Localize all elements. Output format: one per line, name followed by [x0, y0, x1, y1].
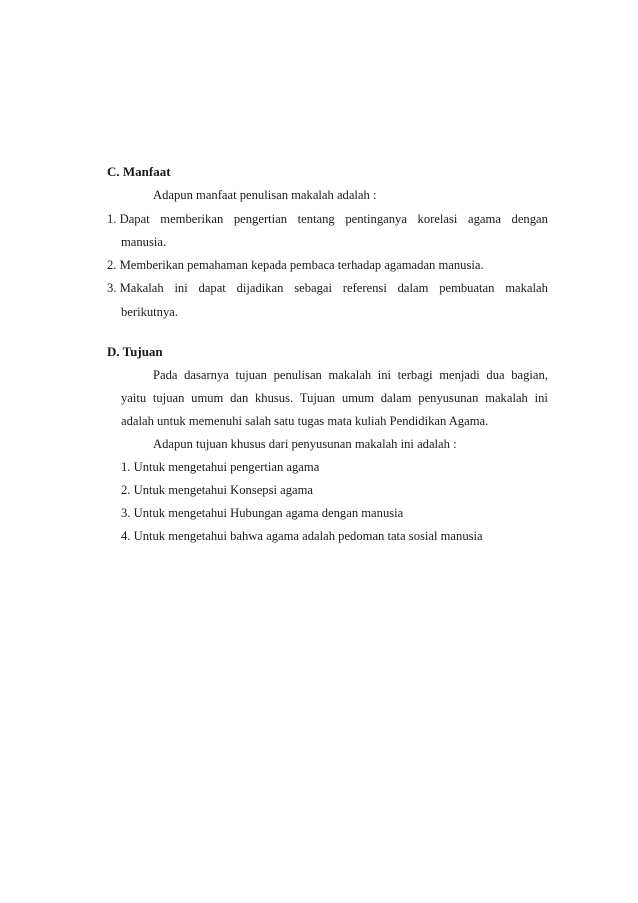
word: 1. Dapat: [107, 212, 150, 226]
word: menjadi: [439, 368, 480, 382]
word: ini: [174, 281, 188, 295]
word: terbagi: [397, 368, 433, 382]
word: makalah: [328, 368, 372, 382]
word: ini: [534, 391, 548, 405]
section-d-para2-intro: Adapun tujuan khusus dari penyusunan makalah ini adalah :: [153, 437, 457, 451]
section-d-list-item-1: 1. Untuk mengetahui pengertian agama: [121, 460, 320, 474]
word: tentang: [297, 212, 335, 226]
word: makalah: [485, 391, 528, 405]
word: tujuan: [152, 391, 185, 405]
word: dalam: [397, 281, 429, 295]
word: korelasi: [417, 212, 458, 226]
word: dasarnya: [184, 368, 229, 382]
word: pengertian: [233, 212, 288, 226]
word: dan: [230, 391, 249, 405]
word: penyusunan: [418, 391, 479, 405]
word: makalah: [505, 281, 548, 295]
section-d-list-item-3: 3. Untuk mengetahui Hubungan agama dengan manusia: [121, 506, 404, 520]
word: penulisan: [273, 368, 322, 382]
word: agama: [468, 212, 501, 226]
word: bagian,: [511, 368, 548, 382]
word: tujuan: [235, 368, 267, 382]
section-d-heading: D. Tujuan: [107, 344, 163, 359]
word: Tujuan: [299, 391, 336, 405]
section-d-para1-line-2: [121, 390, 548, 406]
word: memberikan: [160, 212, 224, 226]
word: 3. Makalah: [107, 281, 164, 295]
section-c-heading: C. Manfaat: [107, 164, 171, 179]
section-d-para1-line-3: adalah untuk memenuhi salah satu tugas mata kuliah Pendidikan Agama.: [121, 414, 489, 428]
section-c-item-3-line-2: berikutnya.: [121, 305, 179, 319]
section-c-item-3-line-1: [107, 280, 548, 296]
section-d-para1-line-1: [153, 367, 548, 383]
word: umum: [341, 391, 375, 405]
section-c-item-1-line-1: [107, 211, 548, 227]
word: dua: [486, 368, 505, 382]
section-c-item-2: 2. Memberikan pemahaman kepada pembaca terhadap agamadan manusia.: [107, 258, 484, 272]
word: pembuatan: [439, 281, 495, 295]
word: dijadikan: [236, 281, 284, 295]
section-d-list-item-2: 2. Untuk mengetahui Konsepsi agama: [121, 483, 314, 497]
section-d-list-item-4: 4. Untuk mengetahui bahwa agama adalah pedoman tata sosial manusia: [121, 529, 483, 543]
word: sebagai: [294, 281, 332, 295]
word: referensi: [342, 281, 387, 295]
word: dalam: [380, 391, 412, 405]
word: dengan: [511, 212, 548, 226]
word: umum: [191, 391, 224, 405]
word: khusus.: [254, 391, 294, 405]
word: ini: [377, 368, 392, 382]
word: Pada: [153, 368, 178, 382]
word: yaitu: [121, 391, 147, 405]
word: dapat: [198, 281, 226, 295]
section-c-intro: Adapun manfaat penulisan makalah adalah :: [153, 188, 377, 202]
word: pentinganya: [345, 212, 407, 226]
section-c-item-1-line-2: manusia.: [121, 235, 167, 249]
